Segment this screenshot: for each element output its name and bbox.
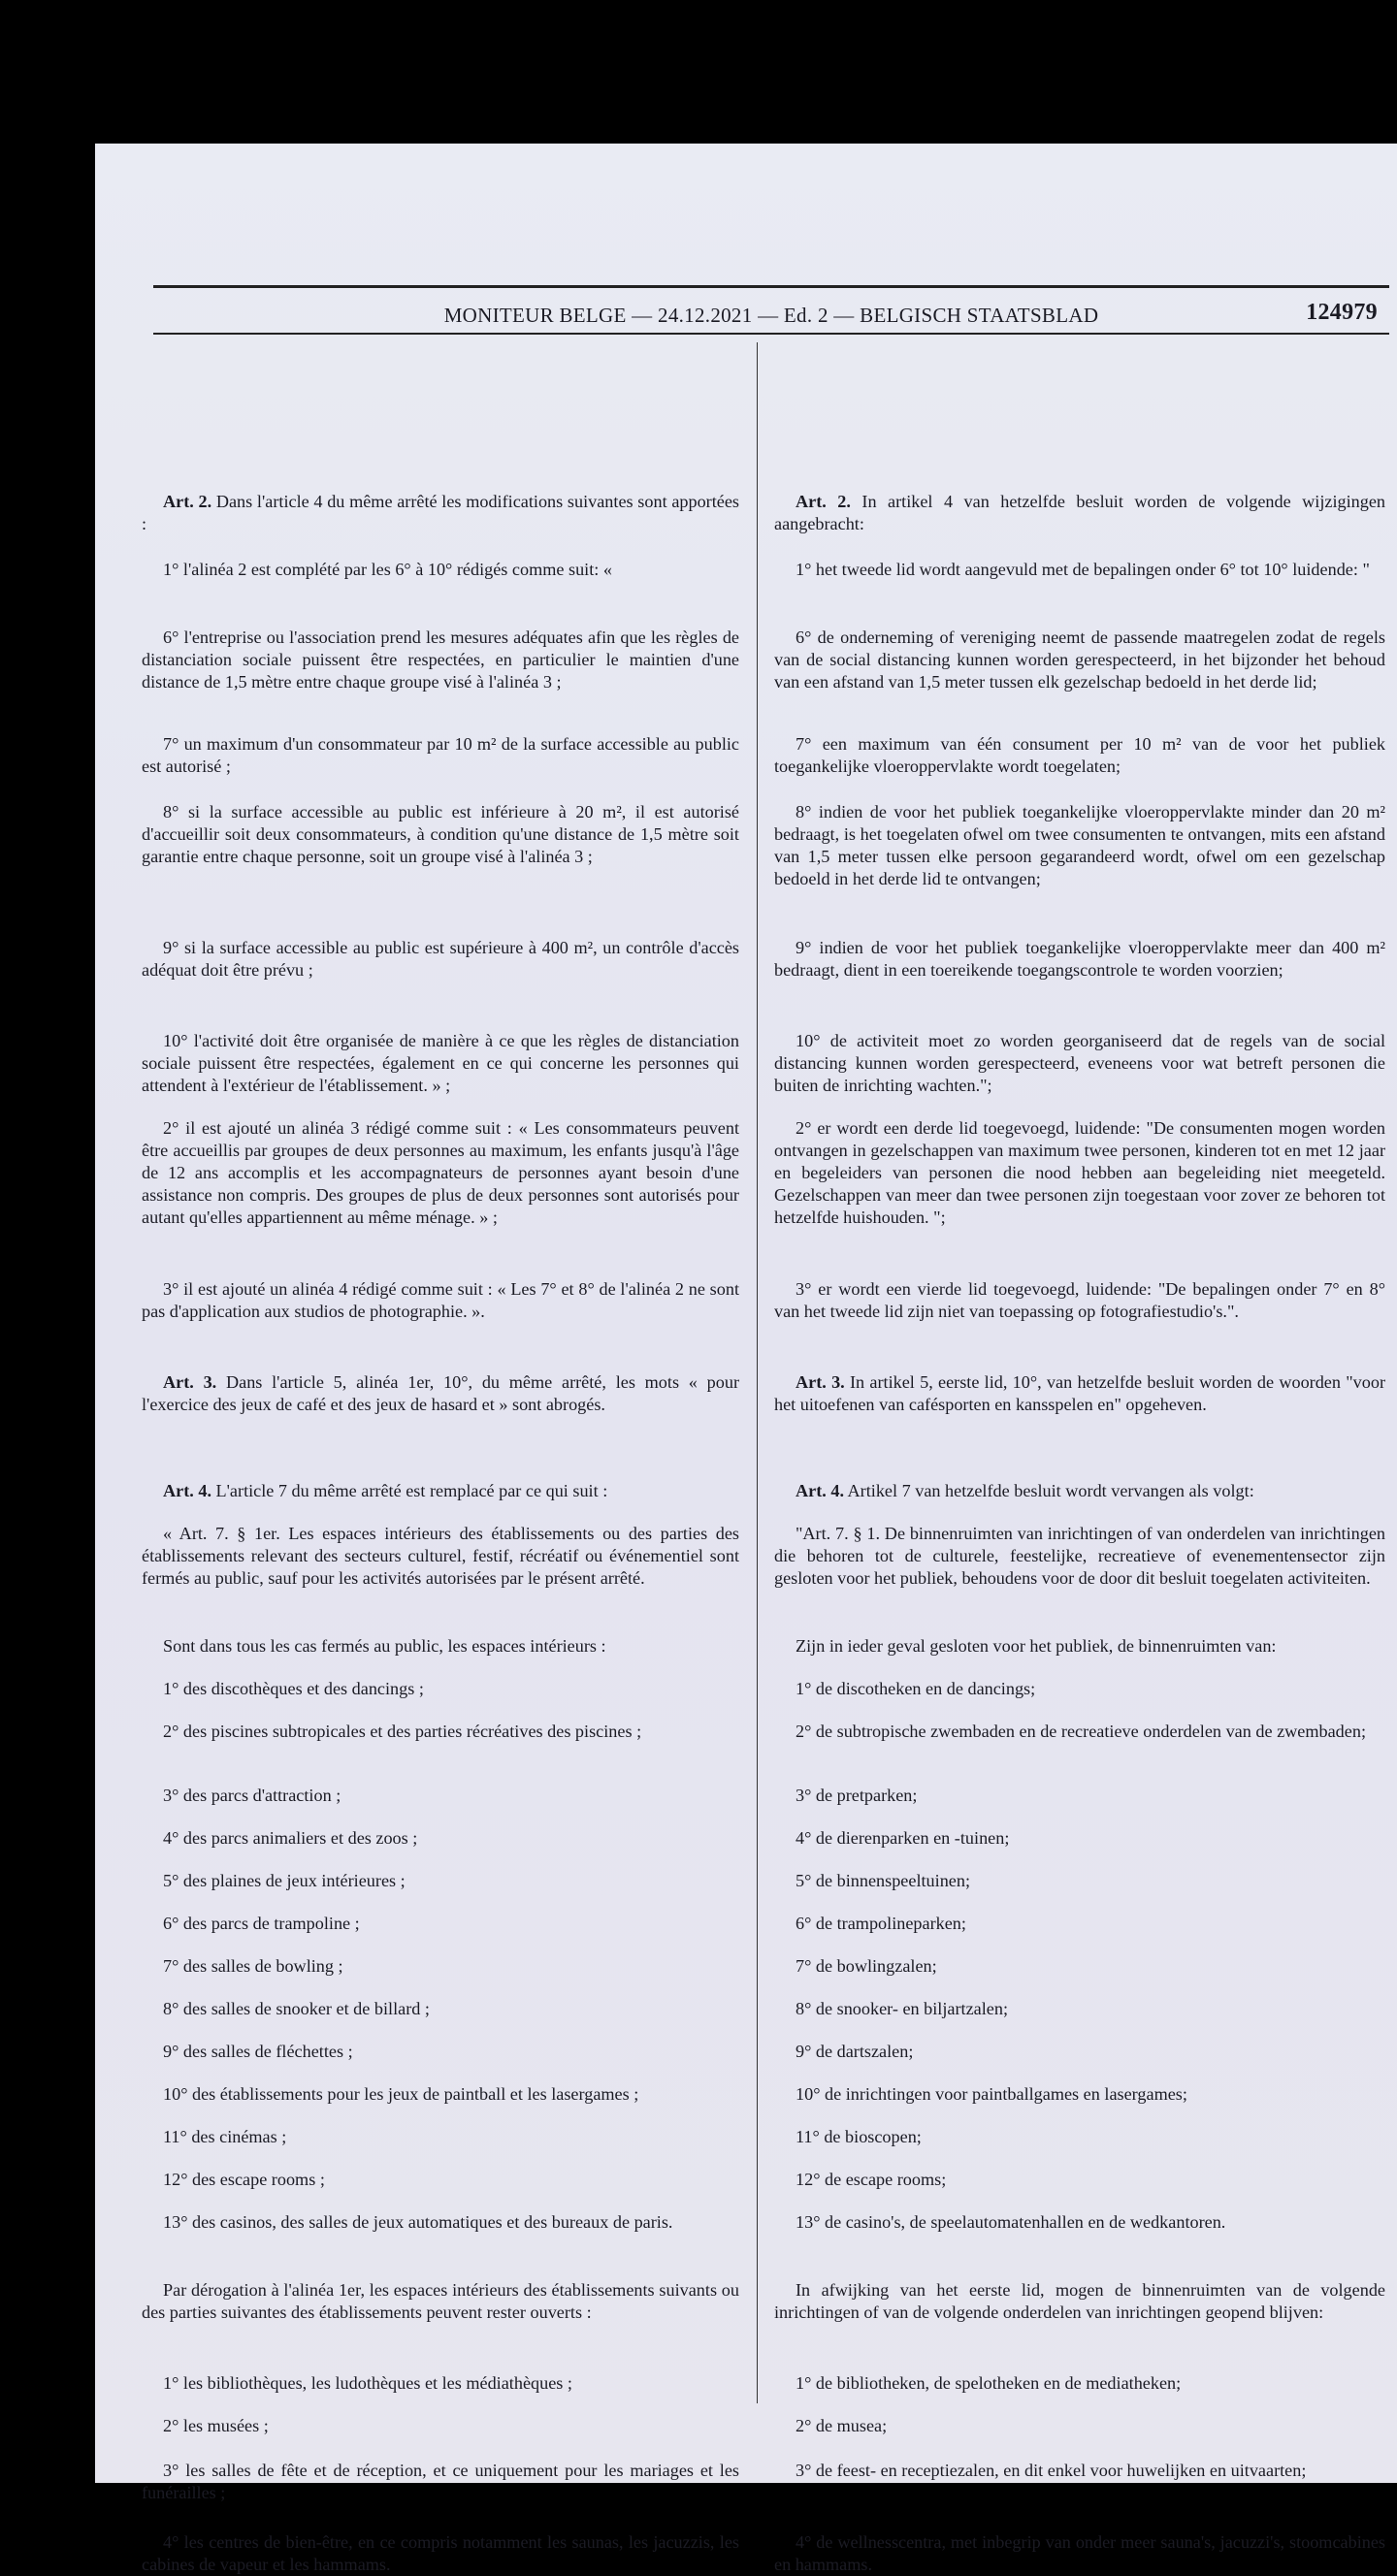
nl-list-item: 11° de bioscopen; bbox=[796, 2127, 922, 2146]
nl-paragraph-art2: Art. 2. In artikel 4 van hetzelfde besluit worden de volgende wijzigingen aangebracht: bbox=[774, 492, 1386, 534]
fr-list-item: 1° des discothèques et des dancings ; bbox=[163, 1679, 424, 1698]
nl-paragraph: 7° een maximum van één consument per 10 m² van de voor het publiek toegankelijke vloeroppervlakte wordt toegelaten; bbox=[774, 734, 1385, 777]
fr-paragraph-art2: Art. 2. Dans l'article 4 du même arrêté les modifications suivantes sont apportées : bbox=[142, 492, 740, 534]
nl-list-item: 4° de dierenparken en -tuinen; bbox=[796, 1828, 1010, 1848]
nl-list-item: 8° de snooker- en biljartzalen; bbox=[796, 1999, 1009, 2018]
fr-paragraph: 1° l'alinéa 2 est complété par les 6° à 10° rédigés comme suit: « bbox=[163, 560, 612, 579]
fr-paragraph: 9° si la surface accessible au public est supérieure à 400 m², un contrôle d'accès adéquat doit être prévu ; bbox=[142, 938, 739, 981]
fr-list-item: 3° les salles de fête et de réception, et ce uniquement pour les mariages et les funérailles ; bbox=[142, 2461, 739, 2503]
nl-paragraph: 1° het tweede lid wordt aangevuld met de bepalingen onder 6° tot 10° luidende: " bbox=[796, 560, 1370, 579]
nl-list-item: 6° de trampolineparken; bbox=[796, 1914, 966, 1933]
page-header bbox=[153, 291, 1389, 328]
fr-list-item: 12° des escape rooms ; bbox=[163, 2170, 325, 2189]
nl-list-item: 7° de bowlingzalen; bbox=[796, 1956, 937, 1976]
fr-paragraph: Sont dans tous les cas fermés au public, les espaces intérieurs : bbox=[163, 1636, 606, 1656]
fr-paragraph-art4: Art. 4. L'article 7 du même arrêté est remplacé par ce qui suit : bbox=[163, 1481, 608, 1500]
fr-list-item: 11° des cinémas ; bbox=[163, 2127, 287, 2146]
fr-list-item: 8° des salles de snooker et de billard ; bbox=[163, 1999, 430, 2018]
header-title: MONITEUR BELGE — 24.12.2021 — Ed. 2 — BELGISCH STAATSBLAD bbox=[443, 304, 1099, 327]
fr-list-item: 6° des parcs de trampoline ; bbox=[163, 1914, 360, 1933]
fr-paragraph: 6° l'entreprise ou l'association prend les mesures adéquates afin que les règles de distanciation sociale puissent être respectées, en particulier le maintien d'une distance de 1,5 mètre entre chaque groupe visé à l'alinéa 3 ; bbox=[142, 628, 739, 692]
fr-list-item: 1° les bibliothèques, les ludothèques et les médiathèques ; bbox=[163, 2373, 572, 2393]
nl-list-item: 5° de binnenspeeltuinen; bbox=[796, 1871, 971, 1890]
fr-paragraph: 3° il est ajouté un alinéa 4 rédigé comme suit : « Les 7° et 8° de l'alinéa 2 ne sont pas d'application aux studios de photographie. ». bbox=[142, 1279, 739, 1322]
fr-list-item: 9° des salles de fléchettes ; bbox=[163, 2042, 353, 2061]
column-divider bbox=[757, 342, 758, 2403]
nl-list-item: 9° de dartszalen; bbox=[796, 2042, 914, 2061]
nl-list-item: 2° de subtropische zwembaden en de recreatieve onderdelen van de zwembaden; bbox=[796, 1722, 1366, 1741]
nl-list-item: 12° de escape rooms; bbox=[796, 2170, 947, 2189]
nl-list-item: 3° de pretparken; bbox=[796, 1786, 918, 1805]
nl-list-item: 2° de musea; bbox=[796, 2416, 888, 2435]
fr-paragraph: 7° un maximum d'un consommateur par 10 m² de la surface accessible au public est autorisé ; bbox=[142, 734, 739, 777]
fr-list-item: 7° des salles de bowling ; bbox=[163, 1956, 343, 1976]
nl-list-item: 13° de casino's, de speelautomatenhallen en de wedkantoren. bbox=[796, 2212, 1226, 2232]
fr-list-item: 4° des parcs animaliers et des zoos ; bbox=[163, 1828, 418, 1848]
header-top-rule bbox=[153, 285, 1389, 288]
nl-paragraph-art3: Art. 3. In artikel 5, eerste lid, 10°, van hetzelfde besluit worden de woorden "voor het uitoefenen van cafésporten en kansspelen en" opgeheven. bbox=[774, 1372, 1385, 1415]
nl-list-item: 4° de wellnesscentra, met inbegrip van onder meer sauna's, jacuzzi's, stoomcabines en hammams. bbox=[774, 2532, 1385, 2575]
fr-paragraph: Par dérogation à l'alinéa 1er, les espaces intérieurs des établissements suivants ou des parties suivantes des établissements peuvent rester ouverts : bbox=[142, 2280, 739, 2323]
header-bottom-rule bbox=[153, 333, 1389, 335]
nl-paragraph: 9° indien de voor het publiek toegankelijke vloeroppervlakte meer dan 400 m² bedraagt, dient in een toereikende toegangscontrole te worden voorzien; bbox=[774, 938, 1385, 981]
nl-paragraph-art4: Art. 4. Artikel 7 van hetzelfde besluit wordt vervangen als volgt: bbox=[796, 1481, 1254, 1500]
fr-paragraph: 8° si la surface accessible au public est inférieure à 20 m², il est autorisé d'accueillir soit deux consommateurs, à condition qu'une distance de 1,5 mètre soit garantie entre chaque personne, soit un groupe visé à l'alinéa 3 ; bbox=[142, 802, 739, 867]
nl-paragraph: 6° de onderneming of vereniging neemt de passende maatregelen zodat de regels van de social distancing kunnen worden gerespecteerd, in het bijzonder het behoud van een afstand van 1,5 meter tussen elk gezelschap bedoeld in het derde lid; bbox=[774, 628, 1385, 692]
fr-paragraph: « Art. 7. § 1er. Les espaces intérieurs des établissements ou des parties des établissements relevant des secteurs culturel, festif, récréatif ou événementiel sont fermés au public, sauf pour les activités autorisées par le présent arrêté. bbox=[142, 1524, 739, 1589]
fr-list-item: 4° les centres de bien-être, en ce compris notamment les saunas, les jacuzzis, les cabines de vapeur et les hammams. bbox=[142, 2532, 739, 2575]
fr-paragraph: 2° il est ajouté un alinéa 3 rédigé comme suit : « Les consommateurs peuvent être accueillis par groupes de deux personnes au maximum, les enfants jusqu'à l'âge de 12 ans accomplis et les accompagnateurs de personnes ayant besoin d'une assistance non compris. Des groupes de plus de deux personnes sont autorisés pour autant qu'elles appartiennent au même ménage. » ; bbox=[142, 1118, 739, 1228]
nl-paragraph: "Art. 7. § 1. De binnenruimten van inrichtingen of van onderdelen van inrichtingen die behoren tot de culturele, feestelijke, recreatieve of evenementensector zijn gesloten voor het publiek, behoudens voor de door dit besluit toegelaten activiteiten. bbox=[774, 1524, 1385, 1589]
nl-paragraph: 2° er wordt een derde lid toegevoegd, luidende: "De consumenten mogen worden ontvangen in gezelschappen van maximum twee personen, kinderen tot en met 12 jaar en begeleiders van personen die nood hebben aan begeleiding niet meegeteld. Gezelschappen van meer dan twee personen zijn toegestaan voor zover ze behoren tot hetzelfde huishouden. "; bbox=[774, 1118, 1385, 1228]
fr-paragraph: 10° l'activité doit être organisée de manière à ce que les règles de distanciation sociale puissent être respectées, également en ce qui concerne les personnes qui attendent à l'extérieur de l'établissement. » ; bbox=[142, 1031, 739, 1096]
fr-list-item: 2° des piscines subtropicales et des parties récréatives des piscines ; bbox=[163, 1722, 642, 1741]
fr-list-item: 13° des casinos, des salles de jeux automatiques et des bureaux de paris. bbox=[163, 2212, 673, 2232]
nl-list-item: 10° de inrichtingen voor paintballgames en lasergames; bbox=[796, 2084, 1187, 2104]
fr-paragraph-art3: Art. 3. Dans l'article 5, alinéa 1er, 10°, du même arrêté, les mots « pour l'exercice des jeux de café et des jeux de hasard et » sont abrogés. bbox=[142, 1372, 739, 1415]
fr-list-item: 5° des plaines de jeux intérieures ; bbox=[163, 1871, 406, 1890]
page-number: 124979 bbox=[1306, 300, 1378, 325]
gazette-page bbox=[95, 144, 1397, 2575]
nl-paragraph: 3° er wordt een vierde lid toegevoegd, luidende: "De bepalingen onder 7° en 8° van het tweede lid zijn niet van toepassing op fotografiestudio's.". bbox=[774, 1279, 1385, 1322]
fr-list-item: 10° des établissements pour les jeux de paintball et les lasergames ; bbox=[163, 2084, 639, 2104]
nl-paragraph: In afwijking van het eerste lid, mogen de binnenruimten van de volgende inrichtingen of van de volgende onderdelen van inrichtingen geopend blijven: bbox=[774, 2280, 1385, 2323]
nl-paragraph: 10° de activiteit moet zo worden georganiseerd dat de regels van de social distancing kunnen worden gerespecteerd, eveneens voor wat betreft personen die buiten de inrichting wachten."; bbox=[774, 1031, 1385, 1096]
nl-paragraph: Zijn in ieder geval gesloten voor het publiek, de binnenruimten van: bbox=[796, 1636, 1277, 1656]
fr-list-item: 3° des parcs d'attraction ; bbox=[163, 1786, 341, 1805]
nl-list-item: 3° de feest- en receptiezalen, en dit enkel voor huwelijken en uitvaarten; bbox=[796, 2461, 1307, 2480]
fr-list-item: 2° les musées ; bbox=[163, 2416, 269, 2435]
nl-list-item: 1° de discotheken en de dancings; bbox=[796, 1679, 1036, 1698]
nl-list-item: 1° de bibliotheken, de spelotheken en de mediatheken; bbox=[796, 2373, 1182, 2393]
nl-paragraph: 8° indien de voor het publiek toegankelijke vloeroppervlakte minder dan 20 m² bedraagt, is het toegelaten ofwel om twee consumenten te ontvangen, mits een afstand van 1,5 meter tussen elke persoon gegarandeerd wordt, ofwel om een gezelschap bedoeld in het derde lid te ontvangen; bbox=[774, 802, 1385, 889]
